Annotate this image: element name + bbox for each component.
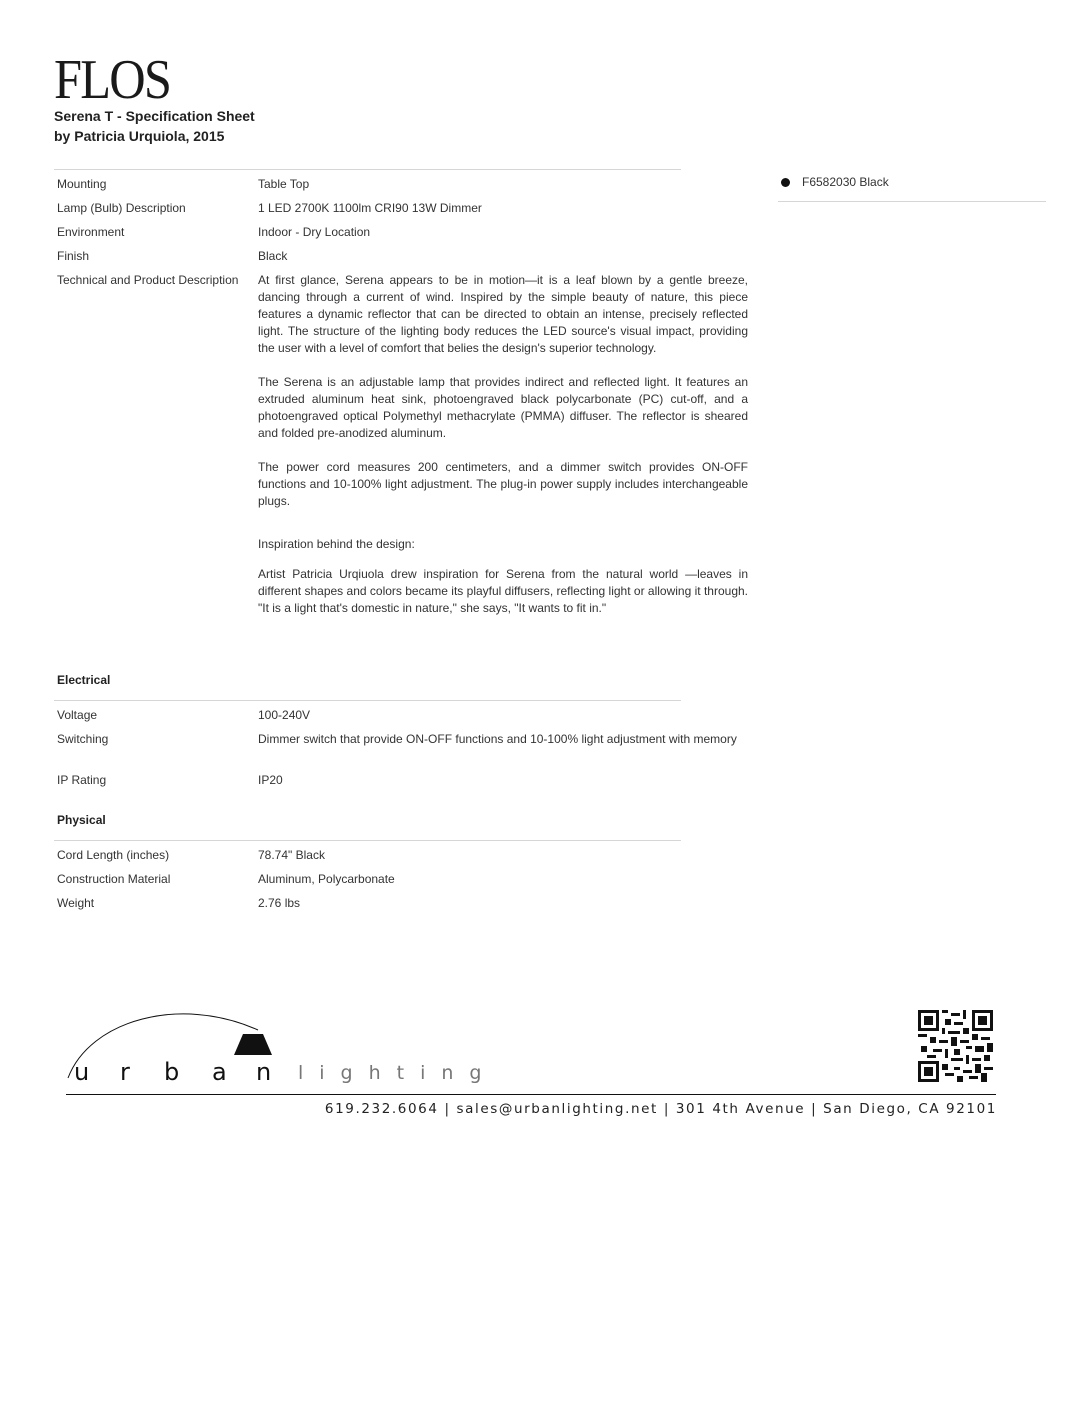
spec-row-switching <box>57 731 749 772</box>
spec-row-construction-material <box>57 871 749 895</box>
spec-value: Table Top <box>258 177 310 191</box>
section-heading-electrical: Electrical <box>57 673 111 687</box>
spec-label: Switching <box>57 732 109 746</box>
spec-label: Voltage <box>57 708 98 722</box>
spec-label: Finish <box>57 249 90 263</box>
spec-value: 100-240V <box>258 708 311 722</box>
spec-table-general <box>57 176 749 617</box>
spec-value: 78.74" Black <box>258 848 325 862</box>
product-description <box>258 272 748 617</box>
qr-code-icon[interactable] <box>918 1010 993 1082</box>
logo-letter: a <box>212 1058 227 1086</box>
spec-row-environment <box>57 224 749 248</box>
spec-label: IP Rating <box>57 773 107 787</box>
spec-row-ip-rating <box>57 772 749 796</box>
flos-logo: FLOS <box>54 49 171 111</box>
spec-value: Indoor - Dry Location <box>258 225 371 239</box>
spec-row-lamp <box>57 200 749 224</box>
spec-row-finish <box>57 248 749 272</box>
document-subtitle: by Patricia Urquiola, 2015 <box>54 128 225 144</box>
spec-label: Cord Length (inches) <box>57 848 170 862</box>
spec-label: Technical and Product Description <box>57 273 239 287</box>
spec-value: 2.76 lbs <box>258 896 301 910</box>
divider <box>54 169 681 170</box>
spec-row-cord-length <box>57 847 749 871</box>
spec-row-voltage <box>57 707 749 731</box>
logo-letter: b <box>164 1058 180 1086</box>
logo-letter: r <box>120 1058 130 1086</box>
spec-value: IP20 <box>258 773 283 787</box>
spec-label: Mounting <box>57 177 107 191</box>
description-paragraph: Artist Patricia Urqiuola drew inspiration for Serena from the natural world —leaves in different shapes and colors became its playful diffusers, reflecting light or allowing it through. "It is a light that's domestic in nature," she says, "It wants to fit in." <box>258 567 748 615</box>
urban-lighting-logo <box>60 1000 500 1090</box>
finish-swatch-icon <box>781 178 790 187</box>
description-paragraph: Inspiration behind the design: <box>258 537 415 551</box>
spec-value: Aluminum, Polycarbonate <box>258 872 395 886</box>
divider <box>54 840 681 841</box>
spec-table-electrical <box>57 707 749 796</box>
logo-word: lighting <box>298 1062 498 1084</box>
spec-label: Lamp (Bulb) Description <box>57 201 186 215</box>
divider <box>778 201 1046 202</box>
description-paragraph: At first glance, Serena appears to be in motion—it is a leaf blown by a gentle breeze, dancing through a current of wind. Inspired by the simple beauty of nature, this piece features a dynamic reflector that can be directed to obtain an intense, precisely reflected light. The structure of the lighting body reduces the LED source's visual impact, providing the user with a level of comfort that belies the design's superior technology. <box>258 273 748 355</box>
spec-row-mounting <box>57 176 749 200</box>
document-title: Serena T - Specification Sheet <box>54 108 255 124</box>
spec-label: Weight <box>57 896 95 910</box>
spec-value: 1 LED 2700K 1100lm CRI90 13W Dimmer <box>258 201 482 215</box>
spec-label: Construction Material <box>57 872 171 886</box>
logo-letter: n <box>256 1058 272 1086</box>
footer-divider <box>66 1094 996 1095</box>
description-paragraph: The power cord measures 200 centimeters, and a dimmer switch provides ON-OFF functions and 10-100% light adjustment. The plug-in power supply includes interchangeable plugs. <box>258 460 748 508</box>
spec-row-weight <box>57 895 749 919</box>
spec-label: Environment <box>57 225 125 239</box>
spec-row-description <box>57 272 749 617</box>
divider <box>54 700 681 701</box>
description-paragraph: The Serena is an adjustable lamp that provides indirect and reflected light. It features an extruded aluminum heat sink, photoengraved black polycarbonate (PC) cut-off, and a photoengraved optical Polymethyl methacrylate (PMMA) diffuser. The reflector is sheared and folded pre-anodized aluminum. <box>258 375 748 440</box>
spec-table-physical <box>57 847 749 919</box>
variant-label: F6582030 Black <box>802 175 889 189</box>
spec-value: Black <box>258 249 288 263</box>
section-heading-physical: Physical <box>57 813 106 827</box>
spec-value: Dimmer switch that provide ON-OFF functions and 10-100% light adjustment with memory <box>258 732 737 746</box>
contact-info: 619.232.6064 | sales@urbanlighting.net | 301 4th Avenue | San Diego, CA 92101 <box>324 1101 997 1117</box>
logo-letter: u <box>74 1058 90 1086</box>
